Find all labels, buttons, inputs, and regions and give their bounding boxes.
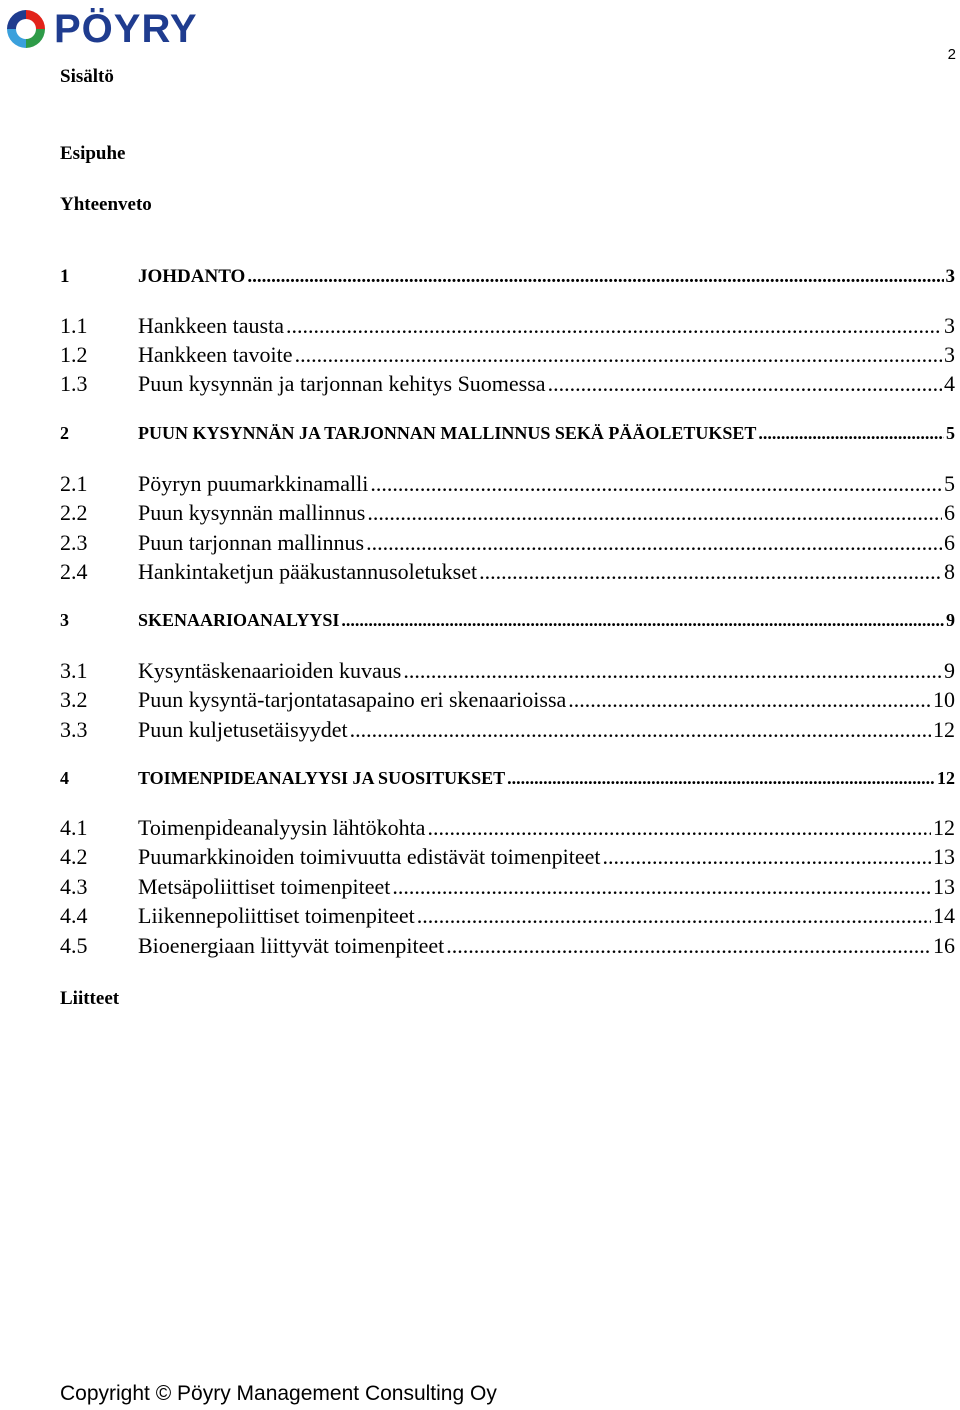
toc-title: Hankintaketjun pääkustannusoletukset (138, 559, 478, 584)
dot-leader (367, 500, 942, 526)
copyright-footer: Copyright © Pöyry Management Consulting Oy (60, 1382, 497, 1405)
company-logo (4, 6, 198, 52)
toc-title: Puumarkkinoiden toimivuutta edistävät toimenpiteet (138, 844, 601, 869)
toc-entry[interactable] (60, 717, 955, 743)
toc-page: 13 (933, 874, 955, 899)
toc-entry[interactable] (60, 658, 955, 684)
toc-page: 6 (944, 530, 955, 555)
toc-number: 1 (60, 266, 70, 287)
dot-leader (370, 471, 942, 497)
summary-heading: Yhteenveto (60, 194, 152, 215)
toc-title: PUUN KYSYNNÄN JA TARJONNAN MALLINNUS SEKÄ PÄÄOLETUKSET (138, 423, 757, 443)
toc-page: 6 (944, 500, 955, 525)
preface-heading: Esipuhe (60, 143, 126, 164)
dot-leader (403, 658, 942, 684)
toc-number: 1.2 (60, 342, 88, 367)
toc-page: 12 (933, 815, 955, 840)
toc-number: 3 (60, 610, 69, 630)
toc-title: Puun kysyntä-tarjontatasapaino eri skenaarioissa (138, 687, 567, 712)
toc-page: 5 (946, 423, 955, 443)
dot-leader (427, 815, 931, 841)
toc-number: 1.1 (60, 313, 88, 338)
dot-leader (603, 844, 931, 870)
toc-entry[interactable] (60, 874, 955, 900)
toc-number: 3.3 (60, 717, 88, 742)
toc-page: 3 (944, 313, 955, 338)
toc-entry[interactable] (60, 610, 955, 631)
toc-title: SKENAARIOANALYYSI (138, 610, 340, 630)
toc-entry[interactable] (60, 342, 955, 368)
toc-number: 4.5 (60, 933, 88, 958)
toc-page: 14 (933, 903, 955, 928)
toc-entry[interactable] (60, 423, 955, 444)
toc-page: 4 (944, 371, 955, 396)
dot-leader (479, 559, 942, 585)
toc-title: Puun tarjonnan mallinnus (138, 530, 365, 555)
toc-page: 8 (944, 559, 955, 584)
logo-text: PÖYRY (54, 7, 198, 51)
contents-heading: Sisältö (60, 66, 114, 87)
toc-title: Puun kysynnän mallinnus (138, 500, 366, 525)
dot-leader (341, 610, 944, 631)
dot-leader (247, 266, 943, 288)
toc-number: 4.2 (60, 844, 88, 869)
toc-page: 13 (933, 844, 955, 869)
toc-entry[interactable] (60, 687, 955, 713)
toc-title: Puun kuljetusetäisyydet (138, 717, 348, 742)
toc-entry[interactable] (60, 266, 955, 288)
toc-number: 2.4 (60, 559, 88, 584)
toc-title: Liikennepoliittiset toimenpiteet (138, 903, 415, 928)
toc-page: 12 (933, 717, 955, 742)
toc-entry[interactable] (60, 371, 955, 397)
toc-entry[interactable] (60, 559, 955, 585)
toc-title: Kysyntäskenaarioiden kuvaus (138, 658, 402, 683)
dot-leader (446, 933, 931, 959)
dot-leader (548, 371, 942, 397)
toc-page: 10 (933, 687, 955, 712)
toc-number: 1.3 (60, 371, 88, 396)
dot-leader (366, 530, 942, 556)
toc-title: Bioenergiaan liittyvät toimenpiteet (138, 933, 445, 958)
toc-page: 3 (945, 266, 955, 287)
toc-entry[interactable] (60, 768, 955, 789)
toc-number: 3.2 (60, 687, 88, 712)
toc-number: 2 (60, 423, 69, 443)
appendices-heading: Liitteet (60, 988, 120, 1009)
toc-title: Metsäpoliittiset toimenpiteet (138, 874, 391, 899)
toc-number: 4.1 (60, 815, 88, 840)
toc-page: 12 (937, 768, 955, 788)
toc-page: 9 (944, 658, 955, 683)
toc-page: 16 (933, 933, 955, 958)
toc-entry[interactable] (60, 471, 955, 497)
toc-page: 9 (946, 610, 955, 630)
dot-leader (295, 342, 942, 368)
toc-entry[interactable] (60, 313, 955, 339)
toc-entry[interactable] (60, 530, 955, 556)
toc-title: JOHDANTO (138, 266, 246, 287)
dot-leader (286, 313, 942, 339)
toc-page: 3 (944, 342, 955, 367)
toc-title: TOIMENPIDEANALYYSI JA SUOSITUKSET (138, 768, 506, 788)
toc-number: 2.2 (60, 500, 88, 525)
dot-leader (392, 874, 931, 900)
toc-number: 4.4 (60, 903, 88, 928)
toc-entry[interactable] (60, 500, 955, 526)
dot-leader (758, 423, 944, 444)
toc-entry[interactable] (60, 933, 955, 959)
toc-entry[interactable] (60, 815, 955, 841)
toc-title: Toimenpideanalyysin lähtökohta (138, 815, 426, 840)
toc-entry[interactable] (60, 844, 955, 870)
toc-number: 3.1 (60, 658, 88, 683)
toc-number: 2.3 (60, 530, 88, 555)
dot-leader (568, 687, 931, 713)
dot-leader (507, 768, 935, 789)
dot-leader (350, 717, 931, 743)
toc-title: Puun kysynnän ja tarjonnan kehitys Suomessa (138, 371, 546, 396)
toc-title: Hankkeen tausta (138, 313, 284, 338)
toc-title: Pöyryn puumarkkinamalli (138, 471, 369, 496)
toc-entry[interactable] (60, 903, 955, 929)
dot-leader (417, 903, 931, 929)
logo-swirl-icon (4, 7, 48, 51)
toc-number: 4 (60, 768, 69, 788)
toc-number: 4.3 (60, 874, 88, 899)
toc-page: 5 (944, 471, 955, 496)
toc-title: Hankkeen tavoite (138, 342, 293, 367)
toc-number: 2.1 (60, 471, 88, 496)
page-number: 2 (947, 46, 956, 63)
